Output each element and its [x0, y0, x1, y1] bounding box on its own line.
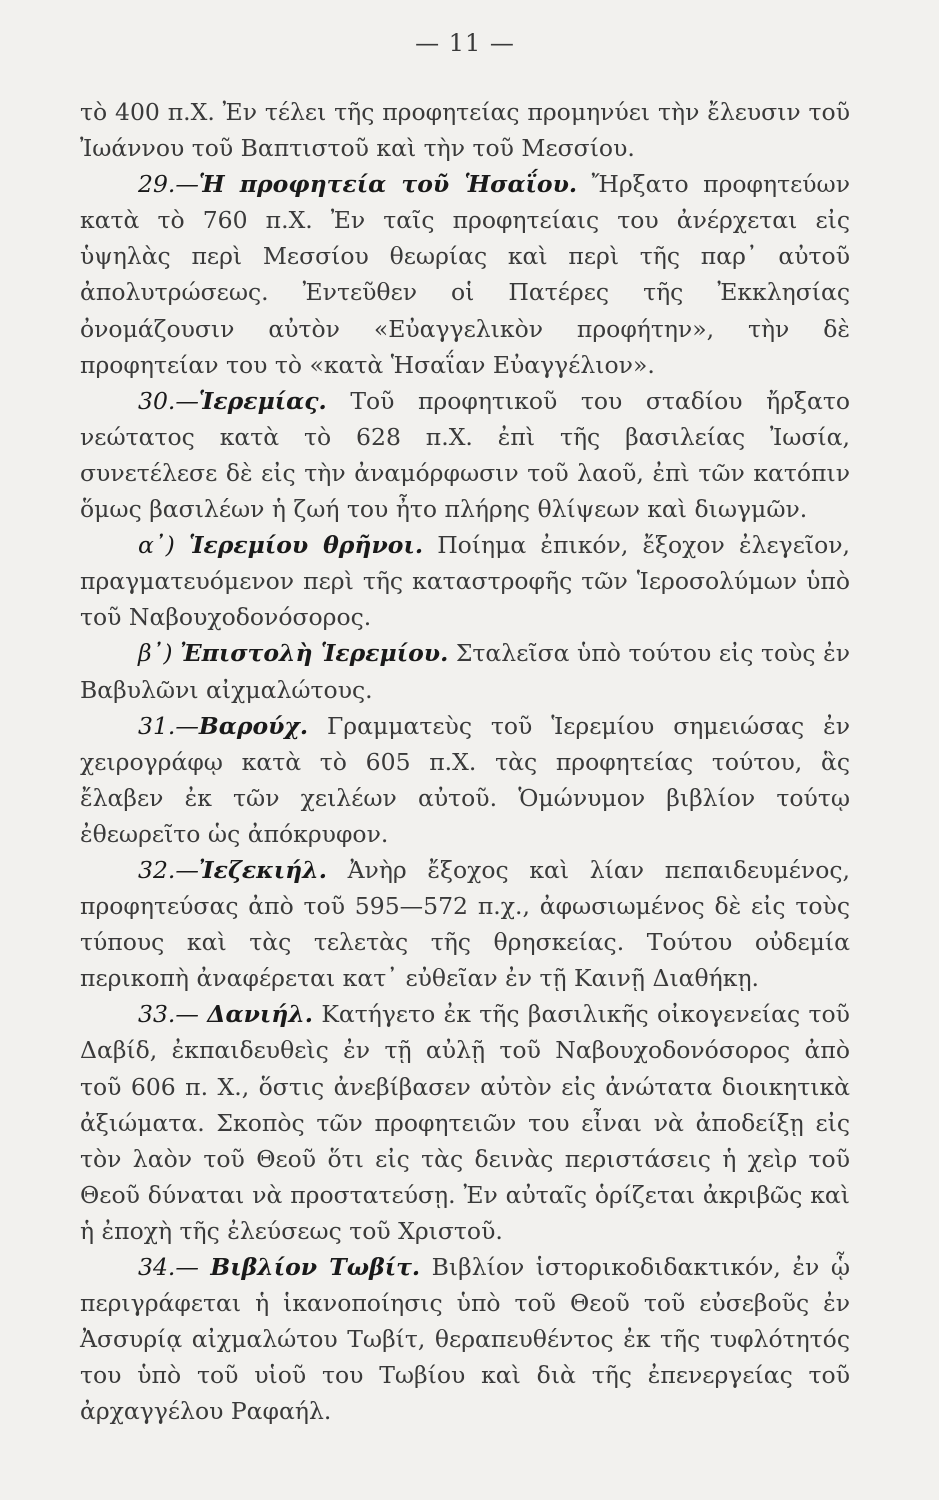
section-heading: Δανιήλ.	[207, 1000, 313, 1029]
section-heading: Ἡ προφητεία τοῦ Ἡσαΐου.	[198, 170, 578, 199]
page-number: — 11 —	[415, 29, 515, 57]
section-number: 33.—	[138, 1000, 199, 1029]
paragraph-jeremiah	[80, 383, 850, 527]
section-number: 34.—	[138, 1253, 199, 1281]
paragraph-text: τὸ 400 π.Χ. Ἐν τέλει τῆς προφητείας προμηνύει τὴν ἔλευσιν τοῦ Ἰωάννου τοῦ Βαπτιστοῦ καὶ τὴν τοῦ Μεσσίου.	[80, 98, 850, 163]
section-heading: Ἱερεμίας.	[198, 386, 327, 415]
section-number: 29.—	[138, 170, 199, 199]
paragraph-text: Τοῦ προφητικοῦ του σταδίου ἤρξατο νεώτατος κατὰ τὸ 628 π.Χ. ἐπὶ τῆς βασιλείας Ἰωσία, συνετέλεσε δὲ εἰς τὴν ἀναμόρφωσιν τοῦ λαοῦ, ἐπὶ τῶν κατόπιν ὅμως βασιλέων ἡ ζωή του ἦτο πλήρης θλίψεων καὶ διωγμῶν.	[80, 386, 850, 524]
paragraph-text: Γραμματεὺς τοῦ Ἱερεμίου σημειώσας ἐν χειρογράφῳ κατὰ τὸ 605 π.Χ. τὰς προφητείας τούτου, ἃς ἔλαβεν ἐκ τῶν χειλέων αὐτοῦ. Ὁμώνυμον βιβλίον τούτῳ ἐθεωρεῖτο ὡς ἀπόκρυφον.	[80, 711, 850, 848]
paragraph-text: Ποίημα ἐπικόν, ἔξοχον ἐλεγεῖον, πραγματευόμενον περὶ τῆς καταστροφῆς τῶν Ἱεροσολύμων ὑπὸ τοῦ Ναβουχοδονόσορος.	[80, 531, 850, 632]
paragraph-text: Σταλεῖσα ὑπὸ τούτου εἰς τοὺς ἐν Βαβυλῶνι αἰχμαλώτους.	[80, 639, 850, 704]
paragraph-tobit	[80, 1249, 850, 1429]
paragraph-daniel	[80, 996, 850, 1249]
book-page	[80, 28, 850, 1468]
section-number: α᾽)	[138, 531, 175, 560]
paragraph-intro	[80, 94, 850, 166]
paragraph-ezekiel	[80, 852, 850, 996]
section-heading: Ἐπιστολὴ Ἱερεμίου.	[180, 639, 449, 668]
section-number: 30.—	[138, 386, 199, 415]
paragraph-lamentations	[80, 527, 850, 635]
section-heading: Βιβλίον Τωβίτ.	[210, 1253, 421, 1281]
paragraph-isaiah	[80, 166, 850, 383]
paragraph-baruch	[80, 708, 850, 852]
section-number: β᾽)	[138, 639, 173, 668]
paragraph-text: Ἤρξατο προφητεύων κατὰ τὸ 760 π.Χ. Ἐν ταῖς προφητείαις του ἀνέρχεται εἰς ὑψηλὰς περὶ Μεσσίου θεωρίας καὶ περὶ τῆς παρ᾽ αὐτοῦ ἀπολυτρώσεως. Ἐντεῦθεν οἱ Πατέρες τῆς Ἐκκλησίας ὀνομάζουσιν αὐτὸν «Εὐαγγελικὸν προφήτην», τὴν δὲ προφητείαν του τὸ «κατὰ Ἡσαΐαν Εὐαγγέλιον».	[80, 170, 850, 379]
paragraph-text: Ἀνὴρ ἔξοχος καὶ λίαν πεπαιδευμένος, προφητεύσας ἀπὸ τοῦ 595—572 π.χ., ἀφωσιωμένος δὲ εἰς τοὺς τύπους καὶ τὰς τελετὰς τῆς θρησκείας. Τούτου οὐδεμία περικοπὴ ἀναφέρεται κατ᾽ εὐθεῖαν ἐν τῇ Καινῇ Διαθήκῃ.	[80, 855, 850, 993]
section-heading: Ἱερεμίου θρῆνοι.	[188, 531, 424, 560]
paragraph-text: Κατήγετο ἐκ τῆς βασιλικῆς οἰκογενείας τοῦ Δαβίδ, ἐκπαιδευθεὶς ἐν τῇ αὐλῇ τοῦ Ναβουχοδονόσορος ἀπὸ τοῦ 606 π. Χ., ὅστις ἀνεβίβασεν αὐτὸν εἰς ἀνώτατα διοικητικὰ ἀξιώματα. Σκοπὸς τῶν προφητειῶν του εἶναι νὰ ἀποδείξῃ εἰς τὸν λαὸν τοῦ Θεοῦ ὅτι εἰς τὰς δεινὰς περιστάσεις ἡ χεὶρ τοῦ Θεοῦ δύναται νὰ προστατεύσῃ. Ἐν αὐταῖς ὁρίζεται ἀκριβῶς καὶ ἡ ἐποχὴ τῆς ἐλεύσεως τοῦ Χριστοῦ.	[80, 1000, 850, 1245]
section-heading: Βαρούχ.	[198, 711, 309, 740]
section-number: 31.—	[138, 711, 199, 740]
section-heading: Ἰεζεκιήλ.	[198, 855, 327, 884]
paragraph-epistle	[80, 635, 850, 707]
section-number: 32.—	[138, 855, 199, 884]
paragraph-text: Βιβλίον ἱστορικοδιδακτικόν, ἐν ᾧ περιγράφεται ἡ ἱκανοποίησις ὑπὸ τοῦ Θεοῦ τοῦ εὐσεβοῦς ἐν Ἀσσυρίᾳ αἰχμαλώτου Τωβίτ, θεραπευθέντος ἐκ τῆς τυφλότητός του ὑπὸ τοῦ υἱοῦ του Τωβίου καὶ διὰ τῆς ἐπενεργείας τοῦ ἀρχαγγέλου Ραφαήλ.	[80, 1253, 850, 1426]
